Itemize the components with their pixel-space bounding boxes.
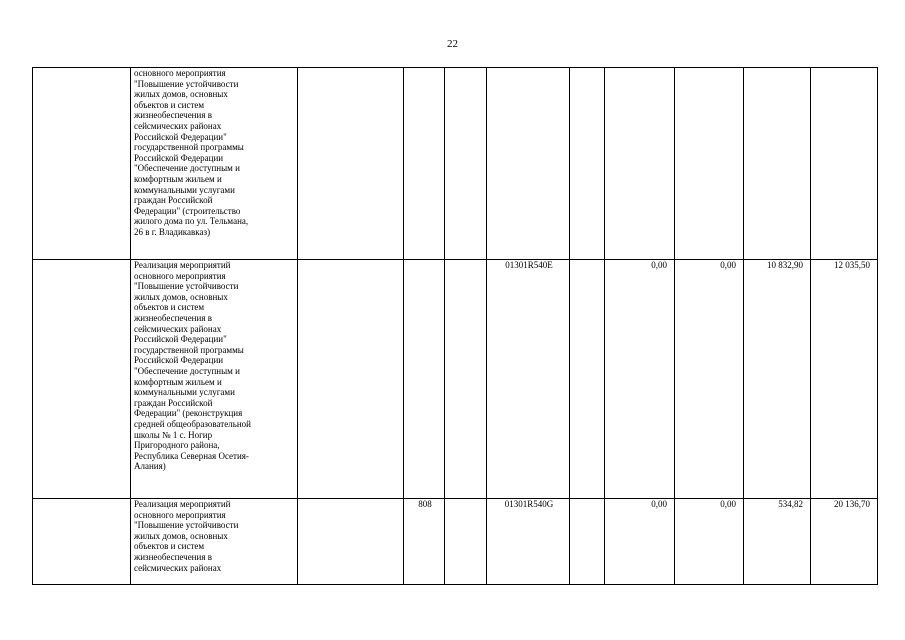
target-article-cell [487,68,570,260]
target-article-cell: 01301R540E [487,260,570,499]
ministry-cell [298,260,404,499]
subsection-cell [445,499,487,585]
amount-3-cell [744,68,811,260]
program-name-cell: основного мероприятия "Повышение устойчивости жилых домов, основных объектов и систем жизнеобеспечения в сейсмических районах Российской Федерации" государственной программы Российской Федерации "Обеспечение доступным и комфортным жильем и коммунальными услугами граждан Российской Федерации" (строительство жилого дома по ул. Тельмана, 26 в г. Владикавказ) [131,68,298,260]
page-number: 22 [447,38,458,50]
row-number-cell [33,499,131,585]
program-name-cell: Реализация мероприятий основного мероприятия "Повышение устойчивости жилых домов, основных объектов и систем жизнеобеспечения в сейсмических районах Российской Федерации" государственной программы Российской Федерации "Обеспечение доступным и комфортным жильем и коммунальными услугами граждан Российской Федерации" (реконструкция средней общеобразовательной школы № 1 с. Ногир Пригородного района, Республика Северная Осетия- Алания) [131,260,298,499]
amount-4-cell: 12 035,50 [811,260,878,499]
amount-1-cell: 0,00 [605,499,675,585]
section-cell: 808 [404,499,445,585]
table-row [33,499,878,585]
amount-3-cell: 10 832,90 [744,260,811,499]
amount-2-cell: 0,00 [675,260,744,499]
amount-3-cell: 534,82 [744,499,811,585]
expense-type-cell [570,499,605,585]
section-cell [404,68,445,260]
target-article-cell: 01301R540G [487,499,570,585]
amount-4-cell [811,68,878,260]
subsection-cell [445,260,487,499]
table-row [33,260,878,499]
expense-type-cell [570,260,605,499]
row-number-cell [33,260,131,499]
budget-table [32,67,878,585]
amount-2-cell [675,68,744,260]
program-name-cell: Реализация мероприятий основного мероприятия "Повышение устойчивости жилых домов, основных объектов и систем жизнеобеспечения в сейсмических районах [131,499,298,585]
amount-2-cell: 0,00 [675,499,744,585]
amount-4-cell: 20 136,70 [811,499,878,585]
ministry-cell [298,499,404,585]
ministry-cell [298,68,404,260]
amount-1-cell: 0,00 [605,260,675,499]
subsection-cell [445,68,487,260]
row-number-cell [33,68,131,260]
section-cell [404,260,445,499]
expense-type-cell [570,68,605,260]
amount-1-cell [605,68,675,260]
table-row [33,68,878,260]
